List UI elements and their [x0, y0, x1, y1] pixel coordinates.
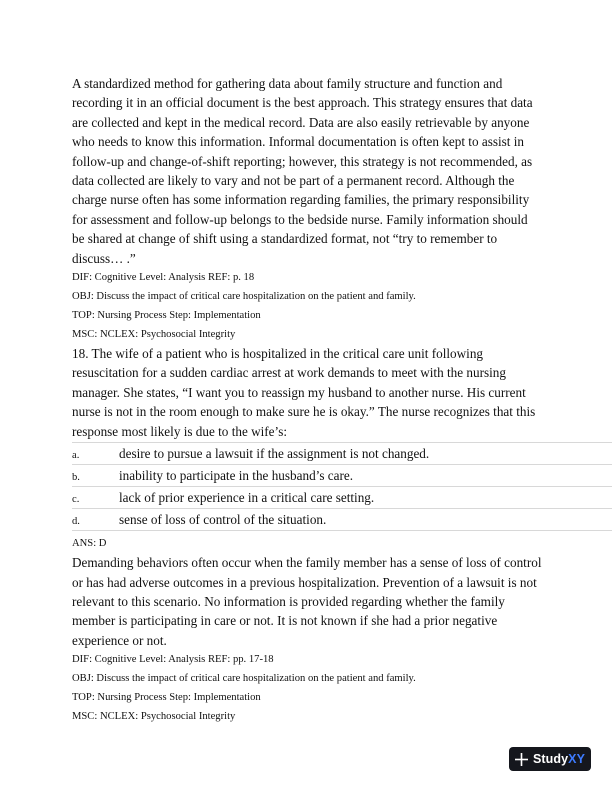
plus-icon [515, 753, 528, 766]
question-top: TOP: Nursing Process Step: Implementation [72, 692, 261, 704]
answer-key: ANS: D [72, 538, 107, 550]
question-number: 18. [72, 346, 89, 362]
brand-main: Study [532, 752, 569, 766]
choice-d [72, 509, 612, 531]
intro-rationale: A standardized method for gathering data about family structure and function and recording it in an official document is the best approach. This strategy ensures that data are collected and kept in the medical record. Data are also easily retrievable by anyone who needs to know this information. Informal documentation is often kept to assist in follow-up and change-of-shift reporting; however, this strategy is not recommended, as data collected are likely to vary and not be part of a permanent record. Although the charge nurse often has some information regarding families, the primary responsibility for assessment and follow-up belongs to the bedside nurse. Family information should be shared at change of shift using a standardized format, not “try to remember to discuss… .” [72, 76, 533, 266]
choice-letter: d. [72, 516, 80, 528]
choice-text: inability to participate in the husband’s care. [119, 468, 354, 484]
choice-c [72, 487, 612, 509]
question-text: The wife of a patient who is hospitalized in the critical care unit following resuscitation for a sudden cardiac arrest at work demands to meet with the nursing manager. She states, “I want you to reassign my husband to another nurse. His current nurse is not in the room enough to make sure he is okay.” The nurse recognizes that this response most likely is due to the wife’s: [72, 346, 536, 439]
choice-b [72, 465, 612, 487]
brand-name [533, 752, 585, 766]
answer-choices [72, 442, 612, 531]
question-obj: OBJ: Discuss the impact of critical care hospitalization on the patient and family. [72, 673, 416, 685]
choice-a [72, 442, 612, 465]
document-page [72, 74, 542, 726]
question-rationale: Demanding behaviors often occur when the family member has a sense of loss of control or has had adverse outcomes in a previous hospitalization. Prevention of a lawsuit is not relevant to this scenario. No information is provided regarding whether the family member is participating in care or not. It is not known if she had a prior negative experience or not. [72, 555, 542, 648]
brand-accent: XY [568, 752, 586, 766]
question-dif: DIF: Cognitive Level: Analysis REF: pp. 17-18 [72, 654, 274, 666]
intro-dif: DIF: Cognitive Level: Analysis REF: p. 18 [72, 272, 255, 284]
choice-text: lack of prior experience in a critical care setting. [119, 490, 375, 506]
intro-top: TOP: Nursing Process Step: Implementation [72, 310, 261, 322]
question-stem [72, 344, 542, 441]
question-msc: MSC: NCLEX: Psychosocial Integrity [72, 711, 236, 723]
choice-letter: b. [72, 472, 80, 484]
choice-text: desire to pursue a lawsuit if the assignment is not changed. [119, 446, 430, 462]
studyxy-badge[interactable] [509, 747, 591, 771]
choice-text: sense of loss of control of the situation. [119, 512, 327, 528]
intro-obj: OBJ: Discuss the impact of critical care hospitalization on the patient and family. [72, 291, 416, 303]
choice-letter: c. [72, 494, 80, 506]
choice-letter: a. [72, 450, 80, 462]
intro-msc: MSC: NCLEX: Psychosocial Integrity [72, 329, 236, 341]
